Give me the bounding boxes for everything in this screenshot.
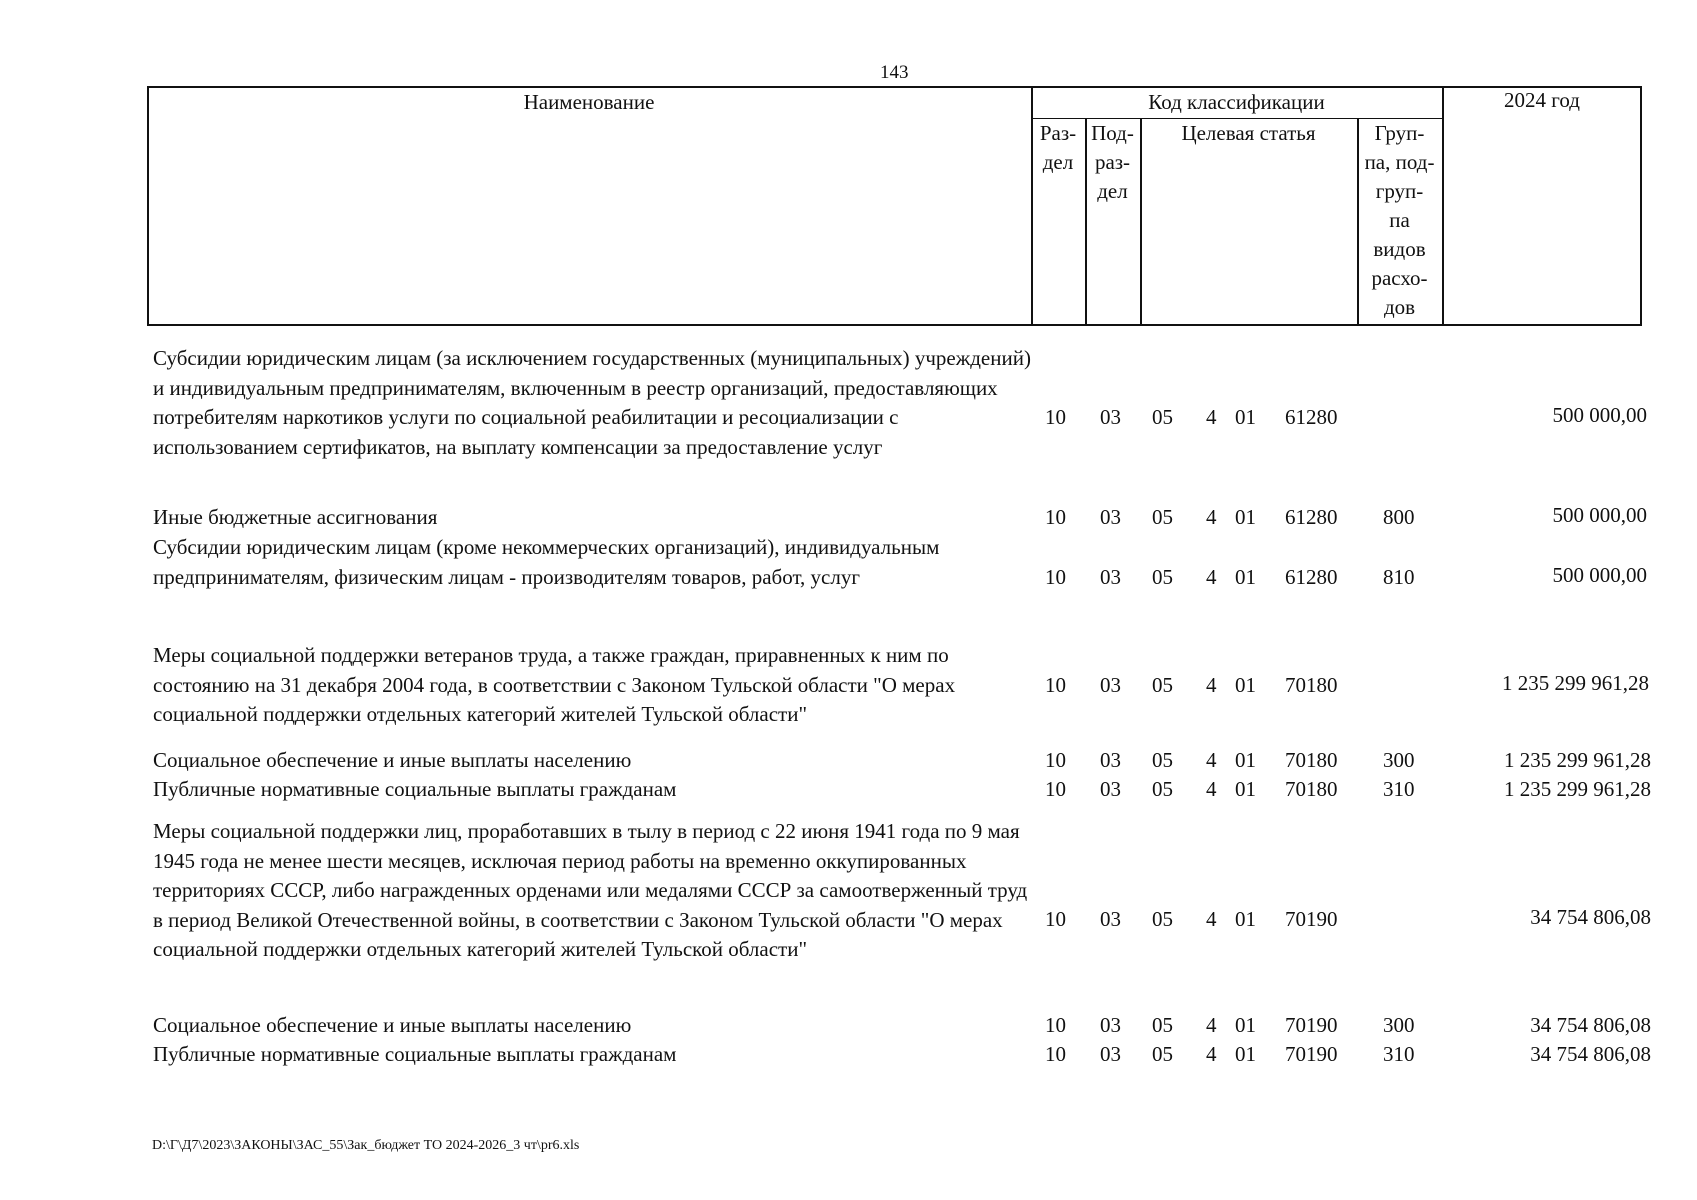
cell-target: 4 — [1206, 565, 1217, 589]
row-name: Меры социальной поддержки ветеранов труда, а также граждан, приравненных к ним по состоянию на 31 декабря 2004 года, в соответствии с Законом Тульской области "О мерах социальной поддержки отдельных категорий жителей Тульской области" — [153, 643, 956, 726]
row-name: Иные бюджетные ассигнования — [153, 505, 438, 529]
row-name: Социальное обеспечение и иные выплаты населению — [153, 1013, 632, 1037]
cell-razdel: 10 — [1045, 1013, 1066, 1037]
cell-amount: 500 000,00 — [1552, 403, 1647, 427]
cell-podrazdel: 03 — [1100, 1013, 1121, 1037]
cell-podrazdel: 03 — [1100, 1042, 1121, 1066]
row-name: Субсидии юридическим лицам (за исключением государственных (муниципальных) учреждений) и индивидуальным предпринимателям, включенным в реестр организаций, предоставляющих потребителям наркотиков услуги по социальной реабилитации и ресоциализации с использованием сертификатов, на выплату компенсации за предоставление услуг — [153, 346, 1031, 459]
cell-target: 70190 — [1285, 907, 1338, 931]
cell-amount: 1 235 299 961,28 — [1504, 777, 1651, 801]
row-name: Меры социальной поддержки лиц, проработавших в тылу в период с 22 июня 1941 года по 9 мая 1945 года не менее шести месяцев, исключая период работы на временно оккупированных территориях СССР, либо награжденных орденами или медалями СССР за самоотверженный труд в период Великой Отечественной войны, в соответствии с Законом Тульской области "О мерах социальной поддержки отдельных категорий жителей Тульской области" — [153, 819, 1028, 961]
cell-razdel: 10 — [1045, 565, 1066, 589]
cell-podrazdel: 03 — [1100, 907, 1121, 931]
row-name: Публичные нормативные социальные выплаты гражданам — [153, 777, 677, 801]
cell-target: 70180 — [1285, 777, 1338, 801]
cell-target: 4 — [1206, 505, 1217, 529]
cell-amount: 34 754 806,08 — [1530, 1042, 1651, 1066]
cell-target: 05 — [1152, 907, 1173, 931]
cell-amount: 500 000,00 — [1552, 563, 1647, 587]
cell-podrazdel: 03 — [1100, 565, 1121, 589]
cell-razdel: 10 — [1045, 748, 1066, 772]
cell-target: 01 — [1235, 505, 1256, 529]
file-path-footer: D:\Г\Д7\2023\ЗАКОНЫ\ЗАС_55\Зак_бюджет ТО 2024-2026_3 чт\pr6.xls — [152, 1138, 580, 1153]
cell-target: 05 — [1152, 505, 1173, 529]
header-gruppa: Груп- па, под- груп- па видов расхо- дов — [1364, 121, 1435, 319]
cell-amount: 34 754 806,08 — [1530, 1013, 1651, 1037]
cell-target: 61280 — [1285, 505, 1338, 529]
header-divider — [1442, 86, 1444, 326]
cell-target: 4 — [1206, 673, 1217, 697]
cell-target: 01 — [1235, 777, 1256, 801]
cell-target: 70190 — [1285, 1042, 1338, 1066]
row-name: Социальное обеспечение и иные выплаты населению — [153, 748, 632, 772]
cell-vr: 310 — [1383, 777, 1415, 801]
cell-target: 05 — [1152, 673, 1173, 697]
cell-target: 4 — [1206, 777, 1217, 801]
cell-target: 01 — [1235, 907, 1256, 931]
cell-razdel: 10 — [1045, 405, 1066, 429]
cell-podrazdel: 03 — [1100, 748, 1121, 772]
cell-target: 70180 — [1285, 673, 1338, 697]
page-number: 143 — [880, 62, 909, 83]
cell-target: 4 — [1206, 1042, 1217, 1066]
header-code: Код классификации — [1148, 90, 1325, 114]
cell-target: 70180 — [1285, 748, 1338, 772]
cell-amount: 500 000,00 — [1552, 503, 1647, 527]
cell-amount: 1 235 299 961,28 — [1502, 671, 1649, 695]
cell-podrazdel: 03 — [1100, 505, 1121, 529]
cell-target: 05 — [1152, 1013, 1173, 1037]
cell-target: 01 — [1235, 748, 1256, 772]
cell-amount: 34 754 806,08 — [1530, 905, 1651, 929]
cell-target: 61280 — [1285, 405, 1338, 429]
cell-vr: 300 — [1383, 748, 1415, 772]
header-podrazdel: Под- раз- дел — [1091, 121, 1134, 203]
cell-target: 01 — [1235, 1013, 1256, 1037]
cell-vr: 810 — [1383, 565, 1415, 589]
cell-amount: 1 235 299 961,28 — [1504, 748, 1651, 772]
cell-target: 01 — [1235, 565, 1256, 589]
header-year: 2024 год — [1504, 88, 1580, 112]
cell-vr: 800 — [1383, 505, 1415, 529]
cell-target: 05 — [1152, 1042, 1173, 1066]
cell-podrazdel: 03 — [1100, 777, 1121, 801]
cell-vr: 300 — [1383, 1013, 1415, 1037]
cell-razdel: 10 — [1045, 1042, 1066, 1066]
cell-vr: 310 — [1383, 1042, 1415, 1066]
cell-podrazdel: 03 — [1100, 405, 1121, 429]
cell-target: 05 — [1152, 748, 1173, 772]
cell-razdel: 10 — [1045, 673, 1066, 697]
cell-razdel: 10 — [1045, 505, 1066, 529]
header-celevaya: Целевая статья — [1181, 121, 1316, 145]
cell-target: 01 — [1235, 405, 1256, 429]
cell-razdel: 10 — [1045, 777, 1066, 801]
cell-target: 4 — [1206, 1013, 1217, 1037]
cell-target: 70190 — [1285, 1013, 1338, 1037]
row-name: Субсидии юридическим лицам (кроме некоммерческих организаций), индивидуальным предпринимателям, физическим лицам - производителям товаров, работ, услуг — [153, 535, 940, 589]
header-name: Наименование — [523, 90, 655, 114]
cell-podrazdel: 03 — [1100, 673, 1121, 697]
cell-target: 01 — [1235, 1042, 1256, 1066]
header-divider — [1140, 118, 1142, 326]
cell-target: 61280 — [1285, 565, 1338, 589]
row-name: Публичные нормативные социальные выплаты гражданам — [153, 1042, 677, 1066]
cell-razdel: 10 — [1045, 907, 1066, 931]
cell-target: 01 — [1235, 673, 1256, 697]
cell-target: 4 — [1206, 405, 1217, 429]
header-razdel: Раз- дел — [1039, 121, 1077, 174]
cell-target: 05 — [1152, 565, 1173, 589]
cell-target: 05 — [1152, 405, 1173, 429]
cell-target: 4 — [1206, 748, 1217, 772]
cell-target: 4 — [1206, 907, 1217, 931]
cell-target: 05 — [1152, 777, 1173, 801]
